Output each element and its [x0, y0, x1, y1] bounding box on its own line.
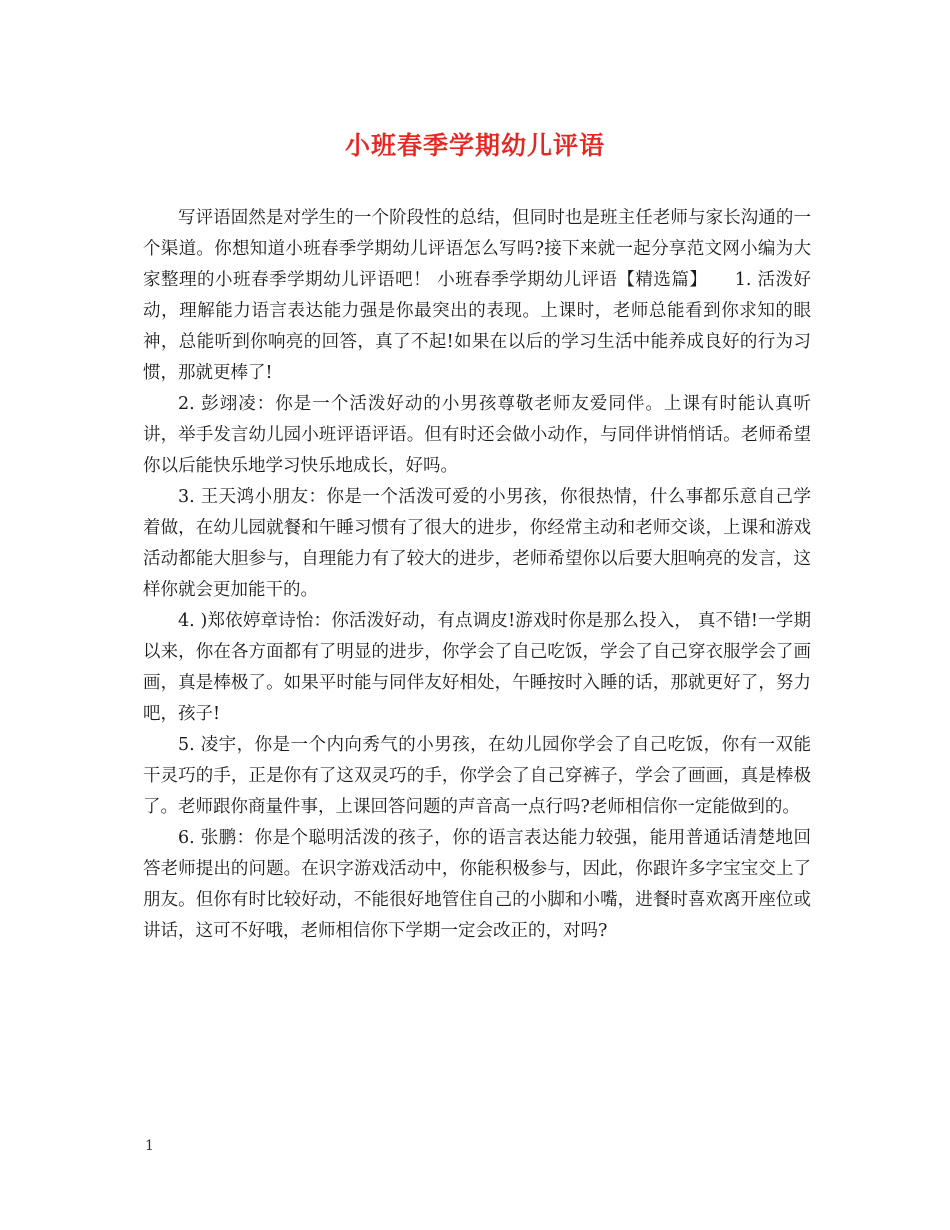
page-number: 1	[145, 1138, 154, 1154]
document-title: 小班春季学期幼儿评语	[344, 131, 605, 160]
paragraph-comment-4: 4. )郑依婷章诗怡：你活泼好动，有点调皮!游戏时你是那么投入， 真不错!一学期以来，你在各方面都有了明显的进步，你学会了自己吃饭，学会了自己穿衣服学会了画画，真是棒极了。如果平时能与同伴友好相处，午睡按时入睡的话，那就更好了，努力吧，孩子!	[143, 611, 811, 724]
paragraph-intro-and-comment-1: 写评语固然是对学生的一个阶段性的总结，但同时也是班主任老师与家长沟通的一个渠道。你想知道小班春季学期幼儿评语怎么写吗?接下来就一起分享范文网小编为大家整理的小班春季学期幼儿评语吧！ 小班春季学期幼儿评语【精选篇】 1. 活泼好动，理解能力语言表达能力强是你最突出的表现。上课时，老师总能看到你求知的眼神，总能听到你响亮的回答，真了不起!如果在以后的学习生活中能养成良好的行为习惯，那就更棒了!	[143, 208, 811, 383]
paragraph-comment-5: 5. 凌宇，你是一个内向秀气的小男孩，在幼儿园你学会了自己吃饭，你有一双能干灵巧的手，正是你有了这双灵巧的手，你学会了自己穿裤子，学会了画画，真是棒极了。老师跟你商量件事，上课回答问题的声音高一点行吗?老师相信你一定能做到的。	[143, 735, 811, 817]
paragraph-comment-6: 6. 张鹏：你是个聪明活泼的孩子，你的语言表达能力较强，能用普通话清楚地回答老师提出的问题。在识字游戏活动中，你能积极参与，因此，你跟许多字宝宝交上了朋友。但你有时比较好动，不能很好地管住自己的小脚和小嘴，进餐时喜欢离开座位或讲话，这可不好哦，老师相信你下学期一定会改正的，对吗?	[143, 828, 811, 941]
paragraph-comment-2: 2. 彭翊凌：你是一个活泼好动的小男孩尊敬老师友爱同伴。上课有时能认真听讲，举手发言幼儿园小班评语评语。但有时还会做小动作，与同伴讲悄悄话。老师希望你以后能快乐地学习快乐地成长，好吗。	[143, 394, 811, 476]
document-body	[143, 203, 811, 947]
paragraph-comment-3: 3. 王天鸿小朋友：你是一个活泼可爱的小男孩，你很热情，什么事都乐意自己学着做，在幼儿园就餐和午睡习惯有了很大的进步，你经常主动和老师交谈，上课和游戏活动都能大胆参与，自理能力有了较大的进步，老师希望你以后要大胆响亮的发言，这样你就会更加能干的。	[143, 487, 811, 600]
